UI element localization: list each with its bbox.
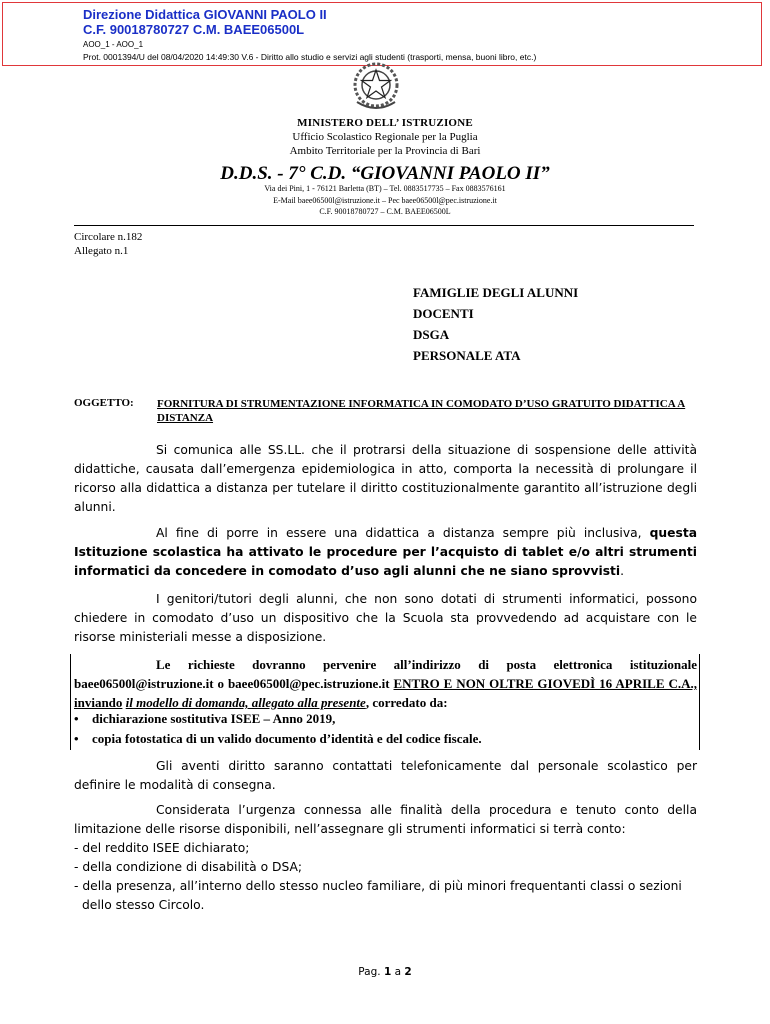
paragraph-text: Si comunica alle SS.LL. che il protrarsi della situazione di sospensione delle attività didattiche, causata dall’emergenza epidemiologica in atto, comporta la necessità di prolungare il ricorso alla didattica a distanza per tutelare il diritto costituzionalmente garantito all’istruzione degli alunni. (74, 443, 697, 514)
paragraph-emphasis: questa Istituzione scolastica ha attivato le procedure per l’acquisto di tablet e/o altri strumenti informatici da concedere in comodato d’uso agli alunni che ne siano sprovvisti (74, 526, 698, 578)
request-deadline: ENTRO E NON OLTRE GIOVEDÌ 16 APRILE C.A., inviando (74, 676, 698, 710)
paragraph-criteria (74, 801, 697, 839)
subject-label: OGGETTO: (74, 397, 134, 409)
school-address: Via dei Pini, 1 - 76121 Barletta (BT) – Tel. 0883517735 – Fax 0883576161 (264, 184, 506, 193)
subject-text: FORNITURA DI STRUMENTAZIONE INFORMATICA IN COMODATO D’USO GRATUITO DIDATTICA A DISTANZA (157, 398, 686, 424)
paragraph-request (74, 655, 697, 712)
paragraph-text: Considerata l’urgenza connessa alle finalità della procedura e tenuto conto della limitazione delle risorse disponibili, nell’assegnare gli strumenti informatici si terrà conto: (74, 803, 697, 836)
recipient-name: DSGA (413, 327, 450, 342)
school-title: D.D.S. - 7° C.D. “GIOVANNI PAOLO II” (220, 163, 550, 184)
list-item-text: dichiarazione sostitutiva ISEE – Anno 2019, (92, 711, 336, 726)
bullet-icon: • (74, 711, 79, 726)
page-current: 1 (383, 966, 392, 978)
recipient-name: FAMIGLIE DEGLI ALUNNI (413, 285, 579, 300)
stamp-aoo: AOO_1 - AOO_1 (83, 40, 144, 49)
list-item (74, 711, 335, 727)
list-item-text: copia fotostatica di un valido documento d’identità e del codice fiscale. (92, 731, 482, 746)
paragraph-parents (74, 590, 697, 647)
paragraph-inclusive (74, 524, 697, 581)
stamp-school-name: Direzione Didattica GIOVANNI PAOLO II (83, 7, 327, 22)
school-email: E-Mail baee06500l@istruzione.it – Pec baee06500l@pec.istruzione.it (273, 196, 497, 205)
ministry-name: MINISTERO DELL’ ISTRUZIONE (297, 117, 473, 129)
paragraph-text: I genitori/tutori degli alunni, che non sono dotati di strumenti informatici, possono chiedere in comodato d’uso un dispositivo che la Scuola sta provvedendo ad acquistare con le risorse ministeriali messe a disposizione. (74, 592, 697, 644)
stamp-codes: C.F. 90018780727 C.M. BAEE06500L (83, 22, 305, 37)
page-separator: a (394, 966, 402, 978)
republic-emblem-icon (345, 58, 407, 114)
protocol-stamp (2, 2, 762, 66)
paragraph-intro (74, 441, 697, 517)
allegato-number: Allegato n.1 (74, 245, 129, 257)
paragraph-text: Gli aventi diritto saranno contattati telefonicamente dal personale scolastico per definire le modalità di consegna. (74, 759, 697, 792)
header-divider (74, 225, 694, 226)
paragraph-text: Al fine di porre in essere una didattica a distanza sempre più inclusiva, (156, 526, 642, 540)
criteria-item: - della presenza, all’interno dello stesso nucleo familiare, di più minori frequentanti classi o sezioni (74, 879, 682, 893)
bullet-icon: • (74, 731, 79, 746)
paragraph-punct: . (620, 564, 625, 578)
criteria-item: - della condizione di disabilità o DSA; (74, 860, 303, 874)
page-number (0, 966, 770, 978)
recipient-name: PERSONALE ATA (413, 348, 521, 363)
page-label: Pag. (358, 966, 381, 978)
paragraph-contact (74, 757, 697, 795)
page-total: 2 (404, 966, 412, 978)
regional-office: Ufficio Scolastico Regionale per la Puglia (292, 131, 478, 143)
criteria-item: - del reddito ISEE dichiarato; (74, 841, 250, 855)
criteria-item-continued: dello stesso Circolo. (82, 898, 205, 912)
circolare-number: Circolare n.182 (74, 231, 143, 243)
stamp-protocol: Prot. 0001394/U del 08/04/2020 14:49:30 V.6 - Diritto allo studio e servizi agli studenti (trasporti, mensa, buoni libro, etc.) (83, 52, 537, 62)
recipient-name: DOCENTI (413, 306, 474, 321)
request-form-link: il modello di domanda, allegato alla presente (125, 695, 366, 710)
list-item (74, 731, 482, 747)
school-codes: C.F. 90018780727 – C.M. BAEE06500L (319, 207, 451, 216)
request-tail: , corredato da: (365, 695, 448, 710)
request-text: Le richieste dovranno pervenire all’indirizzo di posta elettronica istituzionale baee06500l@istruzione.it o baee06500l@pec.istruzione.it (74, 657, 697, 691)
territorial-office: Ambito Territoriale per la Provincia di Bari (289, 145, 481, 157)
